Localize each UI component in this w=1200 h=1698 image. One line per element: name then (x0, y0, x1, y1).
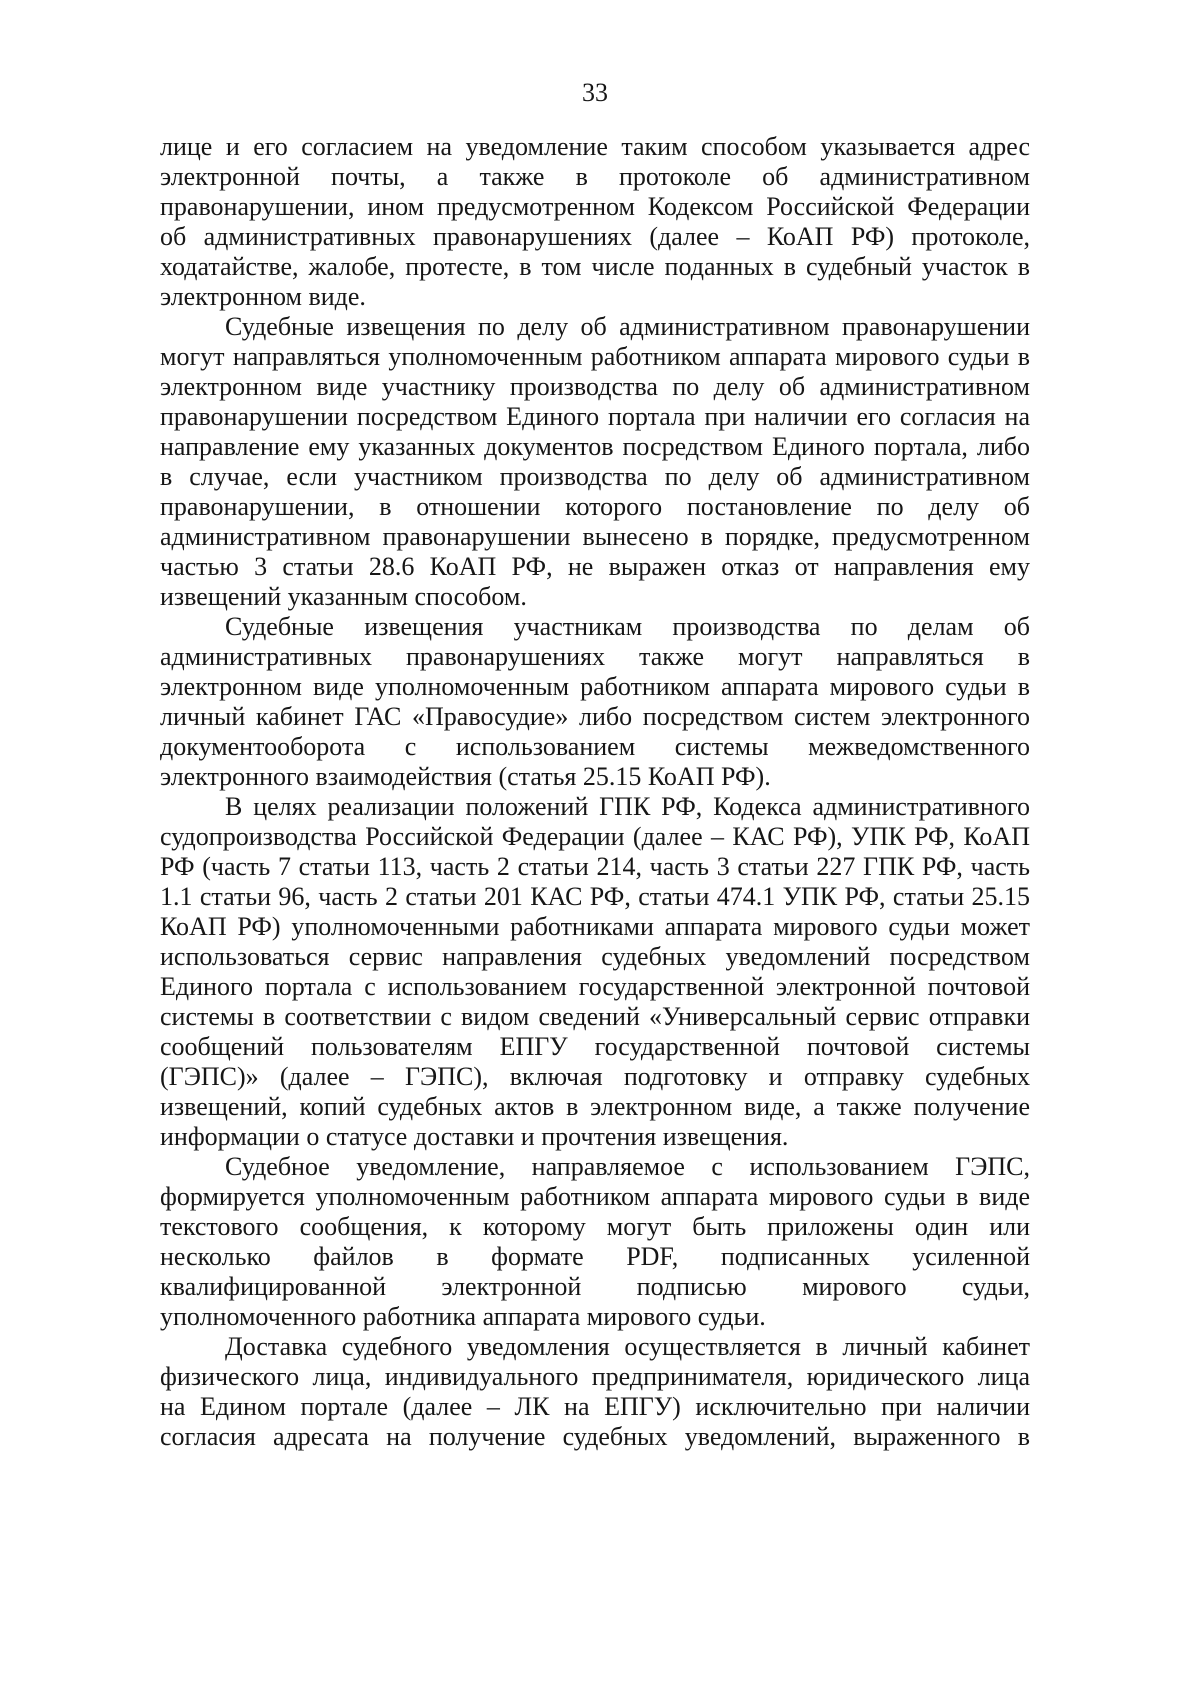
line-text: электронном виде участнику производства по делу об административном (160, 372, 1030, 401)
line-text: Доставка судебного уведомления осуществляется в личный кабинет (225, 1332, 1030, 1361)
text-line (160, 642, 1030, 672)
line-text: направление ему указанных документов посредством Единого портала, либо (160, 432, 1030, 461)
line-text: КоАП РФ) уполномоченными работниками аппарата мирового судьи может (160, 912, 1030, 941)
text-line (160, 702, 1030, 732)
text-line (160, 1272, 1030, 1302)
text-line (160, 1002, 1030, 1032)
line-text: в случае, если участником производства по делу об административном (160, 462, 1030, 491)
line-text: электронном виде уполномоченным работником аппарата мирового судьи в (160, 672, 1030, 701)
paragraph (160, 792, 1030, 1152)
line-text: Судебное уведомление, направляемое с использованием ГЭПС, (225, 1152, 1030, 1181)
text-line (160, 582, 1030, 612)
text-line (160, 402, 1030, 432)
text-line (160, 1092, 1030, 1122)
paragraph (160, 1332, 1030, 1452)
line-text: правонарушении посредством Единого портала при наличии его согласия на (160, 402, 1030, 431)
text-line (160, 732, 1030, 762)
line-text: несколько файлов в формате PDF, подписанных усиленной (160, 1242, 1030, 1271)
line-text: электронного взаимодействия (статья 25.15 КоАП РФ). (160, 762, 771, 791)
text-line (160, 282, 1030, 312)
text-line (160, 792, 1030, 822)
text-line (160, 222, 1030, 252)
line-text: электронном виде. (160, 282, 366, 311)
line-text: В целях реализации положений ГПК РФ, Кодекса административного (225, 792, 1030, 821)
text-line (160, 552, 1030, 582)
line-text: использоваться сервис направления судебных уведомлений посредством (160, 942, 1030, 971)
text-line (160, 492, 1030, 522)
line-text: Судебные извещения участникам производства по делам об (225, 612, 1030, 641)
line-text: квалифицированной электронной подписью мирового судьи, (160, 1272, 1030, 1301)
text-line (160, 942, 1030, 972)
text-line (160, 432, 1030, 462)
line-text: судопроизводства Российской Федерации (далее – КАС РФ), УПК РФ, КоАП (160, 822, 1030, 851)
line-text: системы в соответствии с видом сведений «Универсальный сервис отправки (160, 1002, 1030, 1031)
line-text: могут направляться уполномоченным работником аппарата мирового судьи в (160, 342, 1030, 371)
text-line (160, 612, 1030, 642)
line-text: на Едином портале (далее – ЛК на ЕПГУ) исключительно при наличии (160, 1392, 1030, 1421)
document-body (160, 132, 1030, 1452)
text-line (160, 342, 1030, 372)
text-line (160, 1062, 1030, 1092)
text-line (160, 822, 1030, 852)
line-text: физического лица, индивидуального предпринимателя, юридического лица (160, 1362, 1030, 1391)
paragraph (160, 312, 1030, 612)
text-line (160, 1242, 1030, 1272)
line-text: Единого портала с использованием государственной электронной почтовой (160, 972, 1030, 1001)
text-line (160, 252, 1030, 282)
text-line (160, 762, 1030, 792)
text-line (160, 462, 1030, 492)
text-line (160, 372, 1030, 402)
line-text: частью 3 статьи 28.6 КоАП РФ, не выражен отказ от направления ему (160, 552, 1030, 581)
line-text: РФ (часть 7 статьи 113, часть 2 статьи 214, часть 3 статьи 227 ГПК РФ, часть (160, 852, 1030, 881)
line-text: об административных правонарушениях (далее – КоАП РФ) протоколе, (160, 222, 1030, 251)
text-line (160, 1362, 1030, 1392)
text-line (160, 852, 1030, 882)
line-text: уполномоченного работника аппарата мирового судьи. (160, 1302, 766, 1331)
text-line (160, 882, 1030, 912)
line-text: (ГЭПС)» (далее – ГЭПС), включая подготовку и отправку судебных (160, 1062, 1030, 1091)
text-line (160, 132, 1030, 162)
text-line (160, 1212, 1030, 1242)
line-text: извещений, копий судебных актов в электронном виде, а также получение (160, 1092, 1030, 1121)
line-text: административных правонарушениях также могут направляться в (160, 642, 1030, 671)
line-text: извещений указанным способом. (160, 582, 527, 611)
text-line (160, 1032, 1030, 1062)
line-text: текстового сообщения, к которому могут быть приложены один или (160, 1212, 1030, 1241)
text-line (160, 192, 1030, 222)
text-line (160, 1392, 1030, 1422)
line-text: ходатайстве, жалобе, протесте, в том числе поданных в судебный участок в (160, 252, 1030, 281)
line-text: информации о статусе доставки и прочтения извещения. (160, 1122, 789, 1151)
text-line (160, 1152, 1030, 1182)
line-text: личный кабинет ГАС «Правосудие» либо посредством систем электронного (160, 702, 1030, 731)
line-text: электронной почты, а также в протоколе об административном (160, 162, 1030, 191)
line-text: документооборота с использованием системы межведомственного (160, 732, 1030, 761)
text-line (160, 972, 1030, 1002)
paragraph (160, 1152, 1030, 1332)
line-text: формируется уполномоченным работником аппарата мирового судьи в виде (160, 1182, 1030, 1211)
text-line (160, 912, 1030, 942)
paragraph (160, 132, 1030, 312)
text-line (160, 522, 1030, 552)
page-number: 33 (582, 78, 608, 107)
line-text: правонарушении, в отношении которого постановление по делу об (160, 492, 1030, 521)
text-line (160, 672, 1030, 702)
line-text: сообщений пользователям ЕПГУ государственной почтовой системы (160, 1032, 1030, 1061)
line-text: правонарушении, ином предусмотренном Кодексом Российской Федерации (160, 192, 1030, 221)
text-line (160, 1302, 1030, 1332)
text-line (160, 1122, 1030, 1152)
line-text: лице и его согласием на уведомление таким способом указывается адрес (160, 132, 1030, 161)
line-text: Судебные извещения по делу об административном правонарушении (225, 312, 1030, 341)
text-line (160, 1332, 1030, 1362)
paragraph (160, 612, 1030, 792)
text-line (160, 1422, 1030, 1452)
text-line (160, 312, 1030, 342)
line-text: административном правонарушении вынесено в порядке, предусмотренном (160, 522, 1030, 551)
line-text: согласия адресата на получение судебных уведомлений, выраженного в (160, 1422, 1030, 1451)
line-text: 1.1 статьи 96, часть 2 статьи 201 КАС РФ, статьи 474.1 УПК РФ, статьи 25.15 (160, 882, 1030, 911)
text-line (160, 1182, 1030, 1212)
text-line (160, 162, 1030, 192)
